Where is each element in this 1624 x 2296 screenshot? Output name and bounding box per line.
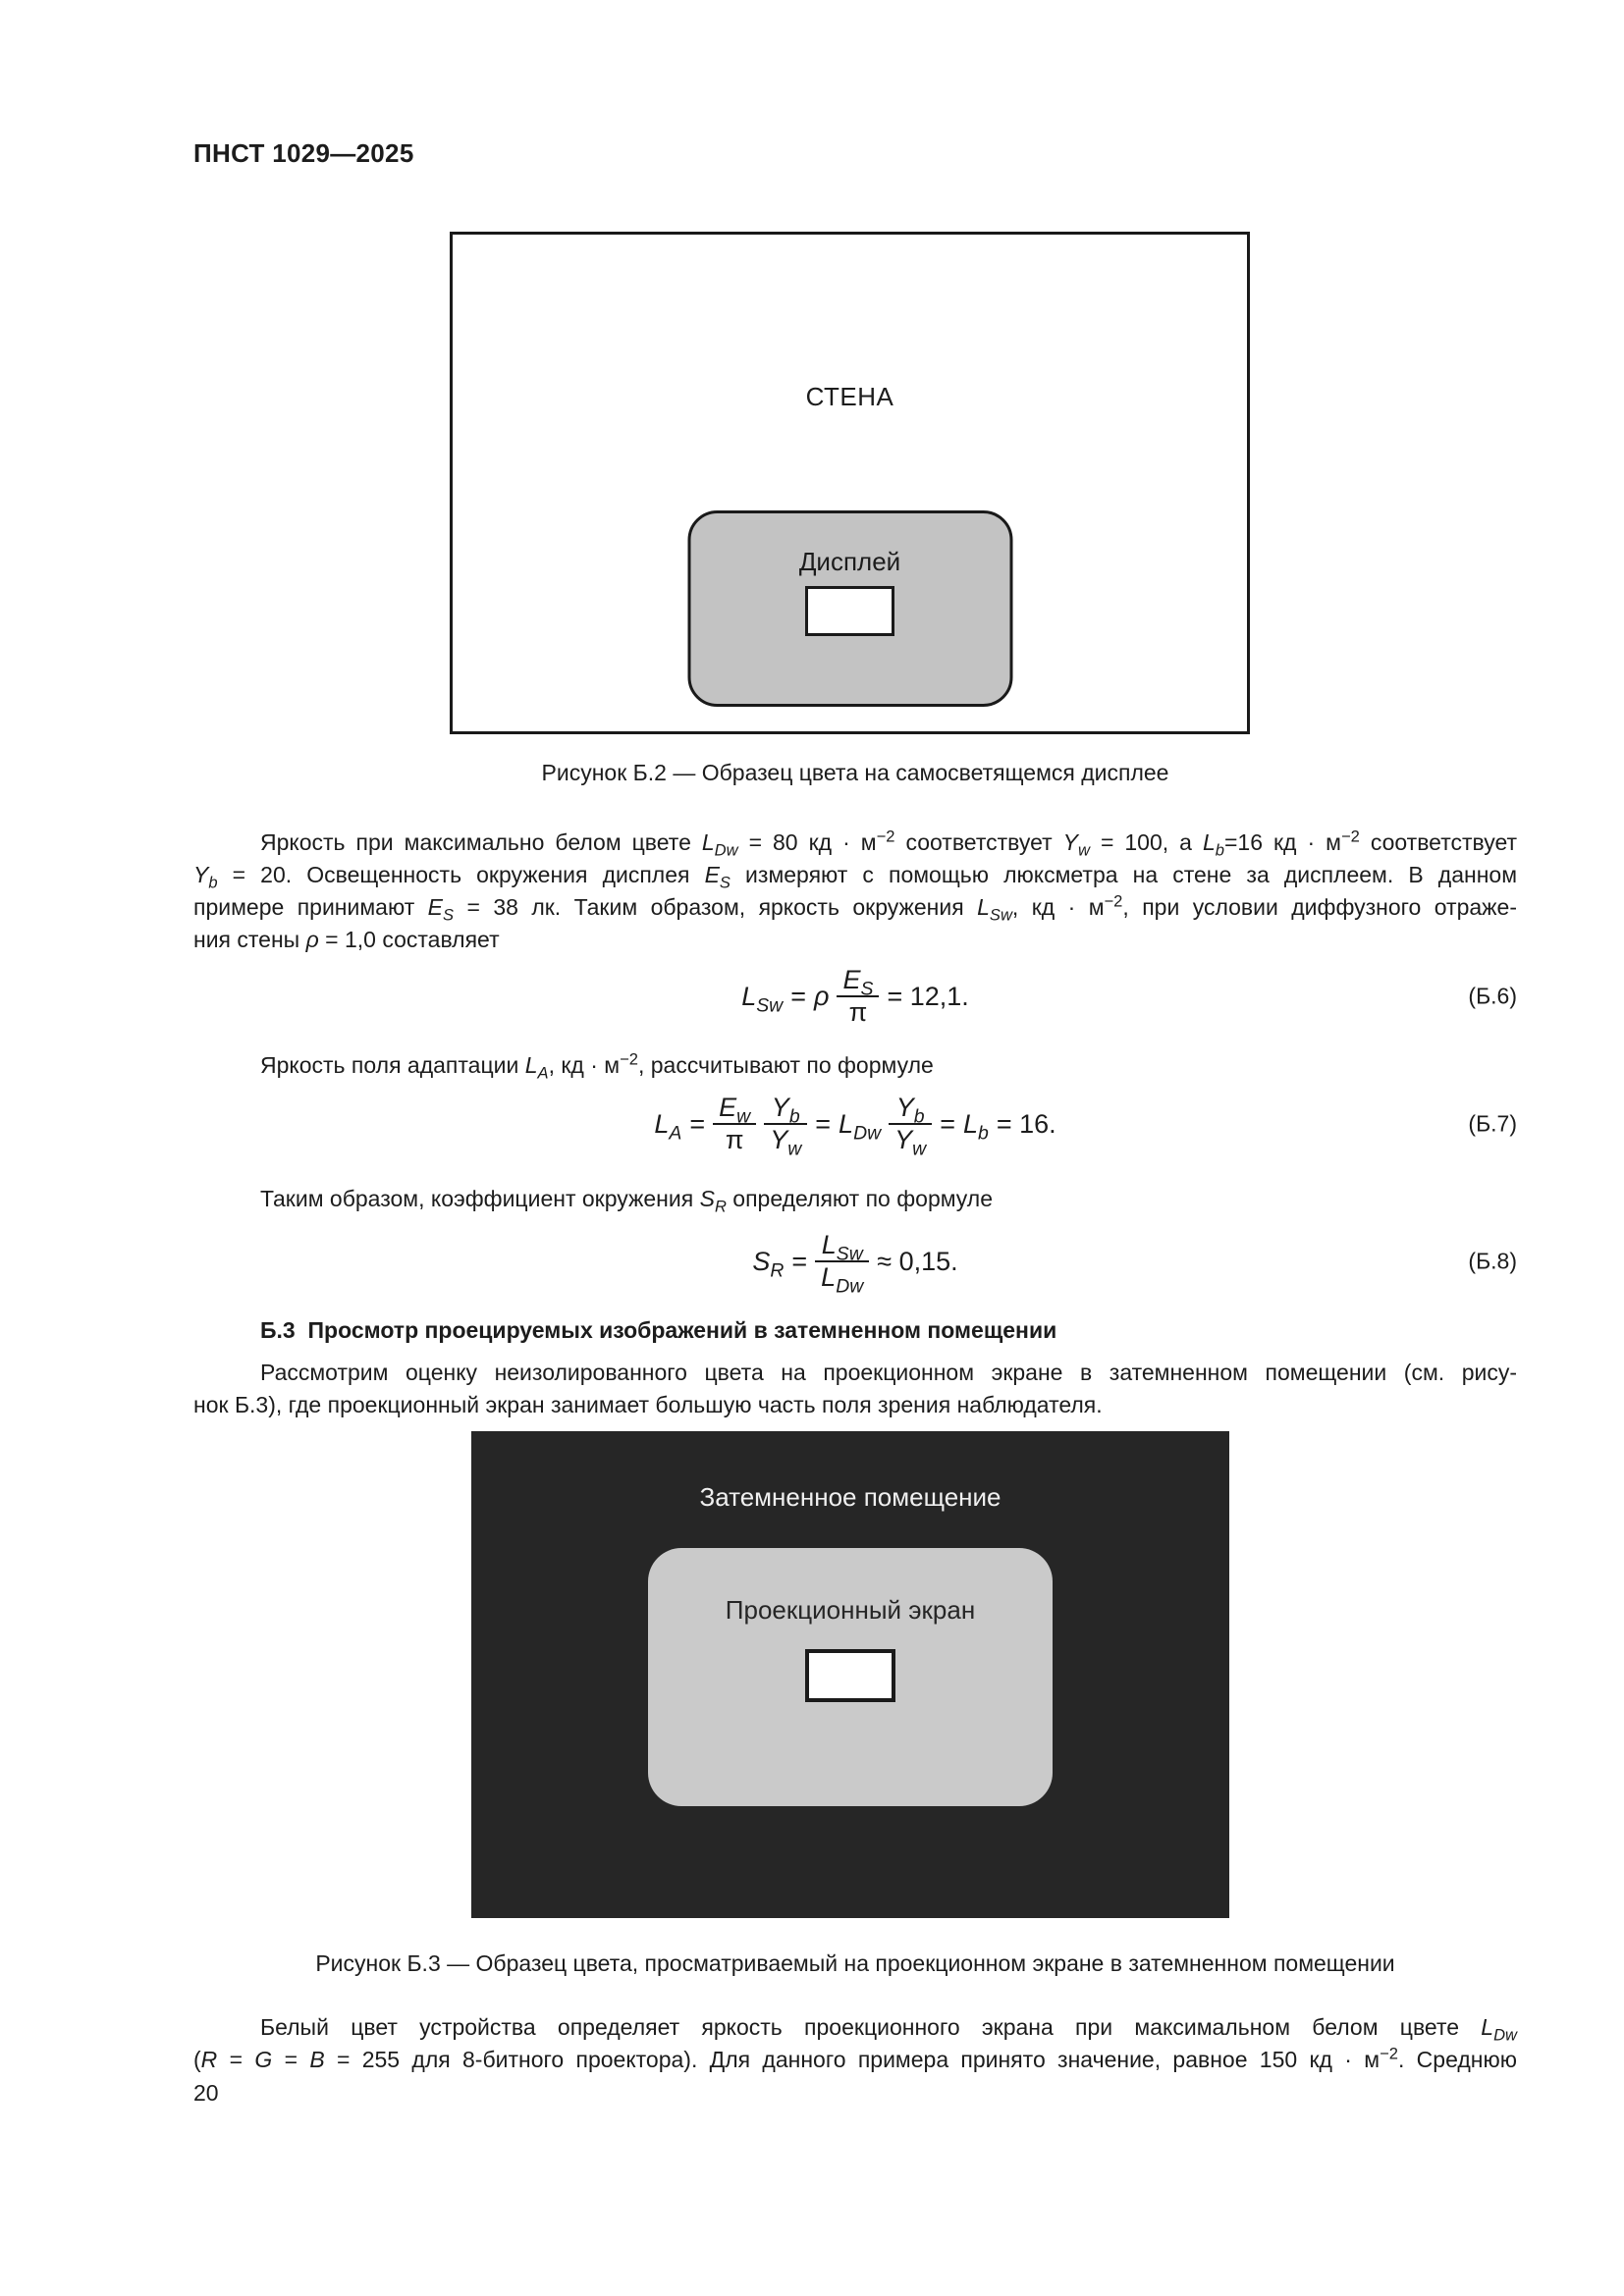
text-line: Белый цвет устройства определяет яркость проекционного экрана при максимальном белом цвете $L_{Dw}$ (260, 2014, 1517, 2045)
paragraph-surround (193, 1183, 1517, 1215)
text-line: (R = G = B = 255 для 8-битного проектора). Для данного примера принято значение, равное 150 кд · $м^{-2}$. Среднюю (193, 2044, 1517, 2072)
formula-b7 (193, 1075, 1517, 1173)
text-line: $Y_b = 20$. Освещенность окружения дисплея $E_S$ измеряют с помощью люксметра на стене за дисплеем. В данном (193, 862, 1518, 892)
text-line: ния стены ρ = 1,0 составляет (193, 927, 500, 952)
formula-b7-body: $L_A$ = $\frac{E_w}{\pi}$ $\frac{Y_b}{Y_w}$ = $L_{Dw}$ $\frac{Y_b}{Y_w}$ = $L_b$ = 16. (654, 1092, 1056, 1160)
screen-label: Проекционный экран (725, 1595, 976, 1625)
display-label: Дисплей (798, 547, 901, 576)
formula-b6-label: (Б.6) (1468, 983, 1517, 1009)
paragraph-b3-intro (193, 1357, 1517, 1421)
figure-b2-wall (450, 232, 1250, 734)
figure-b2-caption: Рисунок Б.2 — Образец цвета на самосветящемся дисплее (541, 760, 1169, 785)
formula-b8-body: $S_R$ = $\frac{L_{Sw}}{L_{Dw}}$ ≈ 0,15. (752, 1229, 958, 1298)
text-line: Яркость при максимально белом цвете $L_{Dw} = 80$ кд · $м^{-2}$ соответствует $Y_w = 100$, а $L_b=16$ кд · $м^{-2}$ соответствует (260, 827, 1518, 860)
standard-number-header: ПНСТ 1029—2025 (193, 138, 414, 168)
display-box (687, 510, 1012, 707)
text-line: Яркость поля адаптации $L_A$, кд · $м^{-2}$, рассчитывают по формуле (260, 1049, 934, 1083)
color-sample-patch (805, 586, 894, 636)
projection-screen-box (648, 1548, 1053, 1806)
page-number: 20 (193, 2080, 219, 2106)
formula-b8-label: (Б.8) (1468, 1248, 1517, 1274)
wall-label: СТЕНА (805, 382, 894, 411)
paragraph-projector-white (193, 2011, 1517, 2076)
text-line: Таким образом, коэффициент окружения $S_R$ определяют по формуле (260, 1186, 994, 1216)
formula-b6 (193, 957, 1517, 1036)
figure-b3-darkened-room (471, 1431, 1229, 1918)
paragraph-luminance-example (193, 827, 1517, 956)
text-line: примере принимают $E_S = 38$ лк. Таким образом, яркость окружения $L_{Sw}$, кд · $м^{-2}$, при условии диффузного отраже- (193, 891, 1517, 925)
room-label: Затемненное помещение (699, 1482, 1001, 1512)
section-b3-heading: Б.3 Просмотр проецируемых изображений в затемненном помещении (260, 1317, 1057, 1343)
formula-b8 (193, 1217, 1517, 1306)
figure-b3-caption: Рисунок Б.3 — Образец цвета, просматриваемый на проекционном экране в затемненном помещении (315, 1950, 1395, 1976)
formula-b7-label: (Б.7) (1468, 1110, 1517, 1137)
text-line: Рассмотрим оценку неизолированного цвета на проекционном экране в затемненном помещении (см. рису- (260, 1360, 1517, 1385)
text-line: нок Б.3), где проекционный экран занимает большую часть поля зрения наблюдателя. (193, 1392, 1103, 1417)
color-sample-patch (805, 1649, 895, 1702)
formula-b6-body: $L_{Sw}$ = ρ $\frac{E_S}{\pi}$ = 12,1. (741, 964, 969, 1027)
